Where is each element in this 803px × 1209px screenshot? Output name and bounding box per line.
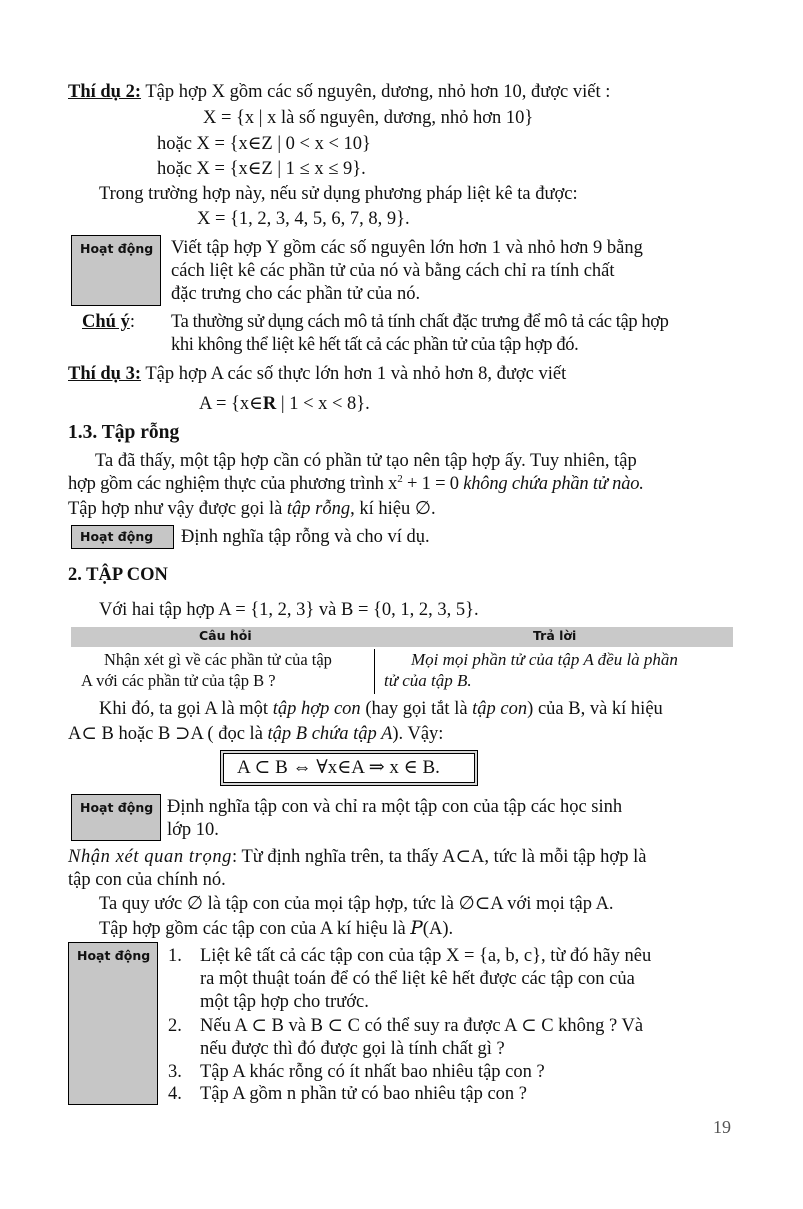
activity-1-line-3: đặc trưng cho các phần tử của nó.: [171, 284, 421, 304]
power-set-line: Tập hợp gồm các tập con của A kí hiệu là P(A).: [99, 918, 454, 939]
example-2-line-4: Trong trường hợp này, nếu sử dụng phương pháp liệt kê ta được:: [99, 184, 578, 204]
example-3-label: Thí dụ 3:: [68, 364, 142, 384]
list-item-3-line-1: Tập A khác rỗng có ít nhất bao nhiêu tập con ?: [200, 1062, 545, 1082]
section-1-3-p3: Tập hợp như vậy được gọi là tập rỗng, kí hiệu ∅.: [68, 499, 436, 519]
subset-formula: A ⊂ B ⇔ ∀x∈A ⇒ x ∈ B.: [237, 757, 440, 778]
activity-3-line-1: Định nghĩa tập con và chỉ ra một tập con của tập các học sinh: [167, 797, 623, 817]
note-line-2: khi không thể liệt kê hết tất cả các phần tử của tập hợp đó.: [171, 335, 579, 355]
example-2-line-3: hoặc X = {x∈Z | 1 ≤ x ≤ 9}.: [157, 159, 366, 179]
list-item-1-line-3: một tập hợp cho trước.: [200, 992, 369, 1012]
list-item-1-line-2: ra một thuật toán để có thể liệt kê hết được các tập con của: [200, 969, 635, 989]
section-2-intro: Với hai tập hợp A = {1, 2, 3} và B = {0, 1, 2, 3, 5}.: [99, 600, 479, 620]
example-2-line-1: X = {x | x là số nguyên, dương, nhỏ hơn 10}: [203, 108, 534, 128]
list-item-4-line-1: Tập A gồm n phần tử có bao nhiêu tập con ?: [200, 1084, 528, 1104]
activity-badge-1: Hoạt động: [71, 235, 161, 306]
subset-def-line-1: Khi đó, ta gọi A là một tập hợp con (hay gọi tắt là tập con) của B, và kí hiệu: [99, 699, 663, 719]
example-2-intro: Thí dụ 2: Tập hợp X gồm các số nguyên, dương, nhỏ hơn 10, được viết :: [68, 82, 611, 102]
remark-line-1: Nhận xét quan trọng: Từ định nghĩa trên, ta thấy A⊂A, tức là mỗi tập hợp là: [68, 847, 647, 867]
activity-3-line-2: lớp 10.: [167, 820, 219, 840]
note-label: Chú ý:: [82, 312, 135, 332]
list-item-2-line-1: Nếu A ⊂ B và B ⊂ C có thể suy ra được A ⊂ C không ? Và: [200, 1016, 644, 1036]
subset-def-line-2: A⊂ B hoặc B ⊃A ( đọc là tập B chứa tập A). Vậy:: [68, 724, 444, 744]
activity-badge-2: Hoạt động: [71, 525, 174, 549]
example-2-label: Thí dụ 2:: [68, 82, 142, 102]
list-item-2-number: 2.: [168, 1016, 182, 1036]
example-3-intro: Thí dụ 3: Tập hợp A các số thực lớn hơn 1 và nhỏ hơn 8, được viết: [68, 364, 567, 384]
qa-answer-line-2: tử của tập B.: [384, 671, 472, 690]
remark-line-2: tập con của chính nó.: [68, 870, 226, 890]
list-item-2-line-2: nếu được thì đó được gọi là tính chất gì ?: [200, 1039, 505, 1059]
qa-answer-line-1: Mọi mọi phần tử của tập A đều là phần: [411, 650, 678, 669]
example-3-formula: A = {x∈R | 1 < x < 8}.: [199, 394, 370, 414]
activity-1-line-2: cách liệt kê các phần tử của nó và bằng cách chỉ ra tính chất: [171, 261, 615, 281]
qa-table-header: [71, 627, 733, 647]
qa-question-line-2: A với các phần tử của tập B ?: [81, 671, 276, 690]
page-number: 19: [713, 1117, 731, 1137]
list-item-4-number: 4.: [168, 1084, 182, 1104]
qa-question-line-1: Nhận xét gì về các phần tử của tập: [104, 650, 332, 669]
example-2-line-5: X = {1, 2, 3, 4, 5, 6, 7, 8, 9}.: [197, 209, 410, 229]
list-item-1-line-1: Liệt kê tất cả các tập con của tập X = {a, b, c}, từ đó hãy nêu: [200, 946, 652, 966]
section-1-3-title: 1.3. Tập rỗng: [68, 422, 180, 443]
qa-question-header: Câu hỏi: [199, 628, 252, 643]
list-item-1-number: 1.: [168, 946, 182, 966]
qa-answer-header: Trả lời: [533, 628, 577, 643]
convention-line: Ta quy ước ∅ là tập con của mọi tập hợp, tức là ∅⊂A với mọi tập A.: [99, 894, 614, 914]
list-item-3-number: 3.: [168, 1062, 182, 1082]
section-2-title: 2. TẬP CON: [68, 565, 168, 585]
activity-2-text: Định nghĩa tập rỗng và cho ví dụ.: [181, 527, 430, 547]
section-1-3-p2: hợp gồm các nghiệm thực của phương trình $x^2 + 1 = 0$ không chứa phần tử nào.: [68, 472, 644, 494]
activity-1-line-1: Viết tập hợp Y gồm các số nguyên lớn hơn 1 và nhỏ hơn 9 bằng: [171, 238, 643, 258]
section-1-3-p1: Ta đã thấy, một tập hợp cần có phần tử tạo nên tập hợp ấy. Tuy nhiên, tập: [95, 451, 637, 471]
activity-badge-3: Hoạt động: [71, 794, 161, 841]
qa-table-divider: [374, 649, 375, 694]
example-2-line-2: hoặc X = {x∈Z | 0 < x < 10}: [157, 134, 371, 154]
activity-badge-4: Hoạt động: [68, 942, 158, 1105]
subset-formula-box: [220, 750, 478, 786]
note-line-1: Ta thường sử dụng cách mô tả tính chất đặc trưng để mô tả các tập hợp: [171, 312, 669, 332]
